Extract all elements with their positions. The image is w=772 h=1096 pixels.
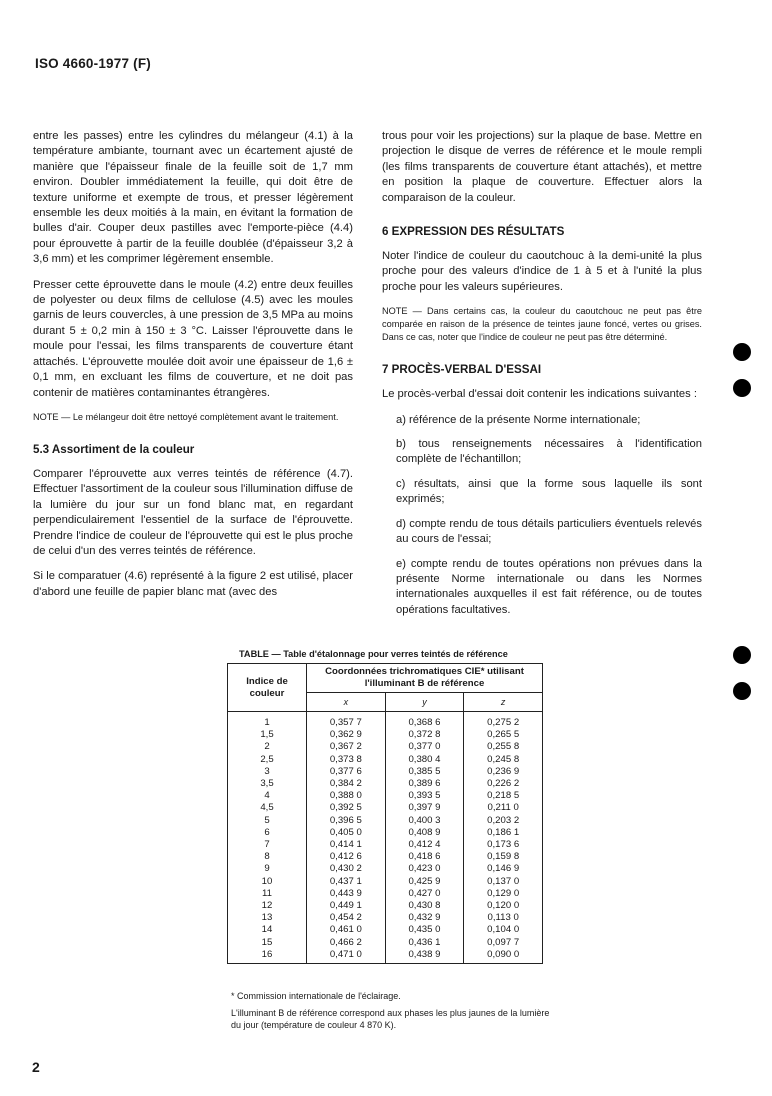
table-row [228, 827, 543, 839]
report-item: c) résultats, ainsi que la forme sous laquelle ils sont exprimés; [396, 477, 702, 506]
cell-coordinate: 0,097 7 [464, 937, 543, 949]
table-caption: TABLE — Table d'étalonnage pour verres teintés de référence [239, 649, 508, 659]
table-row [228, 712, 543, 730]
table-row [228, 949, 543, 964]
cell-coordinate: 0,438 9 [385, 949, 464, 964]
paragraph-comparator: Si le comparatuer (4.6) représenté à la figure 2 est utilisé, placer d'abord une feuille de papier blanc mat (avec des [33, 570, 353, 598]
cell-coordinate: 0,437 1 [307, 876, 386, 888]
cell-coordinate: 0,461 0 [307, 924, 386, 936]
cell-coordinate: 0,405 0 [307, 827, 386, 839]
page-number: 2 [32, 1059, 40, 1075]
cell-coordinate: 0,443 9 [307, 888, 386, 900]
cell-coordinate: 0,380 4 [385, 754, 464, 766]
table-row [228, 754, 543, 766]
report-item: e) compte rendu de toutes opérations non prévues dans la présente Norme internationale ou dans les Normes internationales auxquelles il est fait référence, ou de toutes opérations facultatives. [396, 557, 702, 616]
cell-index: 2 [228, 741, 307, 753]
cell-index: 3 [228, 766, 307, 778]
note-mixer: NOTE — Le mélangeur doit être nettoyé complètement avant le traitement. [33, 411, 339, 422]
cell-coordinate: 0,255 8 [464, 741, 543, 753]
right-column [382, 129, 702, 627]
cell-coordinate: 0,449 1 [307, 900, 386, 912]
punch-hole [733, 682, 751, 700]
cell-index: 16 [228, 949, 307, 964]
punch-hole [733, 379, 751, 397]
cell-coordinate: 0,432 9 [385, 912, 464, 924]
report-items-list [382, 413, 702, 618]
table-row [228, 802, 543, 814]
paragraph-color-match: Comparer l'éprouvette aux verres teintés de référence (4.7). Effectuer l'assortiment de la couleur sous l'illumination diffuse de la lumière du jour sur un fond blanc mat, en regardant perpendiculairement l'essentiel de la surface de l'éprouvette. Prendre l'indice de couleur de l'éprouvette qui est le plus proche de celui d'un des verres teintés de référence. [33, 467, 353, 557]
left-column [33, 129, 353, 610]
cell-coordinate: 0,203 2 [464, 815, 543, 827]
note-results: NOTE — Dans certains cas, la couleur du caoutchouc ne peut pas être comparée en raison de la présence de teintes jaune foncé, vertes ou grises. Dans ce cas, noter que l'indice de couleur ne peut pas être déterminé. [382, 306, 702, 343]
cell-coordinate: 0,245 8 [464, 754, 543, 766]
heading-7: 7 PROCÈS-VERBAL D'ESSAI [382, 363, 542, 377]
cell-coordinate: 0,226 2 [464, 778, 543, 790]
cell-coordinate: 0,275 2 [464, 712, 543, 730]
cell-coordinate: 0,384 2 [307, 778, 386, 790]
heading-5-3: 5.3 Assortiment de la couleur [33, 442, 195, 456]
paragraph-report-intro: Le procès-verbal d'essai doit contenir les indications suivantes : [382, 388, 697, 401]
document-header: ISO 4660-1977 (F) [35, 56, 151, 71]
cell-coordinate: 0,186 1 [464, 827, 543, 839]
report-item: b) tous renseignements nécessaires à l'identification complète de l'échantillon; [396, 438, 702, 466]
table-row [228, 900, 543, 912]
cell-coordinate: 0,389 6 [385, 778, 464, 790]
cell-coordinate: 0,418 6 [385, 851, 464, 863]
cell-index: 1,5 [228, 729, 307, 741]
table-row [228, 912, 543, 924]
cell-coordinate: 0,412 6 [307, 851, 386, 863]
table-row [228, 876, 543, 888]
header-cie-coordinates: Coordonnées trichromatiques CIE* utilisant l'illuminant B de référence [307, 664, 543, 693]
table-row [228, 839, 543, 851]
cell-index: 3,5 [228, 778, 307, 790]
cell-index: 8 [228, 851, 307, 863]
header-index: Indice de couleur [228, 664, 307, 712]
table-row [228, 766, 543, 778]
table-body [228, 712, 543, 964]
cell-coordinate: 0,393 5 [385, 790, 464, 802]
cell-coordinate: 0,090 0 [464, 949, 543, 964]
cell-coordinate: 0,362 9 [307, 729, 386, 741]
cell-coordinate: 0,385 5 [385, 766, 464, 778]
cell-index: 7 [228, 839, 307, 851]
cell-coordinate: 0,397 9 [385, 802, 464, 814]
header-y: y [385, 693, 464, 712]
cell-index: 13 [228, 912, 307, 924]
heading-6: 6 EXPRESSION DES RÉSULTATS [382, 225, 565, 239]
cell-coordinate: 0,113 0 [464, 912, 543, 924]
footnote-cie: * Commission internationale de l'éclairage. [231, 991, 401, 1001]
cell-coordinate: 0,159 8 [464, 851, 543, 863]
table-row [228, 924, 543, 936]
table-row [228, 815, 543, 827]
cell-coordinate: 0,414 1 [307, 839, 386, 851]
cell-index: 5 [228, 815, 307, 827]
table-row [228, 863, 543, 875]
cell-coordinate: 0,236 9 [464, 766, 543, 778]
cell-coordinate: 0,466 2 [307, 937, 386, 949]
cell-coordinate: 0,377 0 [385, 741, 464, 753]
cell-coordinate: 0,368 6 [385, 712, 464, 730]
report-item: d) compte rendu de tous détails particuliers éventuels relevés au cours de l'essai; [396, 517, 702, 546]
cell-coordinate: 0,388 0 [307, 790, 386, 802]
cell-coordinate: 0,423 0 [385, 863, 464, 875]
header-x: x [307, 693, 386, 712]
cell-coordinate: 0,400 3 [385, 815, 464, 827]
cell-coordinate: 0,218 5 [464, 790, 543, 802]
cell-coordinate: 0,435 0 [385, 924, 464, 936]
cell-index: 15 [228, 937, 307, 949]
cell-index: 9 [228, 863, 307, 875]
table-row [228, 729, 543, 741]
cell-coordinate: 0,430 2 [307, 863, 386, 875]
header-z: z [464, 693, 543, 712]
cell-coordinate: 0,120 0 [464, 900, 543, 912]
cell-index: 11 [228, 888, 307, 900]
cell-index: 2,5 [228, 754, 307, 766]
cell-coordinate: 0,396 5 [307, 815, 386, 827]
cell-coordinate: 0,373 8 [307, 754, 386, 766]
table-row [228, 778, 543, 790]
cell-coordinate: 0,471 0 [307, 949, 386, 964]
cell-index: 4 [228, 790, 307, 802]
table-row [228, 790, 543, 802]
report-item: a) référence de la présente Norme internationale; [396, 413, 641, 426]
table-row [228, 888, 543, 900]
paragraph-mixing: entre les passes) entre les cylindres du mélangeur (4.1) à la température ambiante, tournant avec un écartement ajusté de manière que l'épaisseur finale de la feuille soit de 1,7 mm environ. Doubler immédiatement la feuille, qui doit être de texture uniforme et exempte de trous, et presser légèrement ensemble les deux moitiés à la main, en évitant la formation de bulles d'air. Couper deux pastilles avec l'emporte-pièce (4.4) pour éprouvette à partir de la feuille doublée (d'épaisseur 3,2 à 3,6 mm) et les comprimer légèrement ensemble. [33, 130, 353, 266]
cell-coordinate: 0,425 9 [385, 876, 464, 888]
table-row [228, 741, 543, 753]
cell-index: 6 [228, 827, 307, 839]
calibration-table [227, 663, 543, 964]
punch-hole [733, 646, 751, 664]
cell-coordinate: 0,408 9 [385, 827, 464, 839]
table-row [228, 937, 543, 949]
cell-coordinate: 0,430 8 [385, 900, 464, 912]
cell-index: 12 [228, 900, 307, 912]
paragraph-projection: trous pour voir les projections) sur la plaque de base. Mettre en projection le disque de verres de référence et le moule rempli (les films transparents de couverture étant attachés), et mettre en position la plaque de couverture. Effectuer alors la comparaison de la couleur. [382, 130, 702, 204]
cell-index: 14 [228, 924, 307, 936]
punch-hole [733, 343, 751, 361]
cell-coordinate: 0,412 4 [385, 839, 464, 851]
cell-coordinate: 0,357 7 [307, 712, 386, 730]
cell-coordinate: 0,427 0 [385, 888, 464, 900]
footnote-illuminant: L'illuminant B de référence correspond aux phases les plus jaunes de la lumière du jour (température de couleur 4 870 K). [231, 1008, 550, 1030]
cell-coordinate: 0,137 0 [464, 876, 543, 888]
cell-index: 10 [228, 876, 307, 888]
cell-coordinate: 0,436 1 [385, 937, 464, 949]
cell-index: 1 [228, 712, 307, 730]
cell-coordinate: 0,372 8 [385, 729, 464, 741]
cell-coordinate: 0,377 6 [307, 766, 386, 778]
cell-coordinate: 0,265 5 [464, 729, 543, 741]
paragraph-results: Noter l'indice de couleur du caoutchouc à la demi-unité la plus proche pour des valeurs d'indice de 1 à 5 et à l'unité la plus proche pour les valeurs supérieures. [382, 250, 702, 293]
table-row [228, 851, 543, 863]
cell-coordinate: 0,129 0 [464, 888, 543, 900]
cell-index: 4,5 [228, 802, 307, 814]
cell-coordinate: 0,104 0 [464, 924, 543, 936]
cell-coordinate: 0,454 2 [307, 912, 386, 924]
cell-coordinate: 0,173 6 [464, 839, 543, 851]
cell-coordinate: 0,211 0 [464, 802, 543, 814]
paragraph-pressing: Presser cette éprouvette dans le moule (4.2) entre deux feuilles de polyester ou deux films de cellulose (4.5) avec les moules garnis de leurs couvercles, à une pression de 3,5 MPa au moins durant 5 ± 0,2 min à 150 ± 3 °C. Laisser l'éprouvette dans le moule pour l'essai, les films transparents de couverture étant attachés. L'éprouvette moulée doit avoir une épaisseur de 1,6 ± 0,1 mm, en excluant les films de couverture, et ne doit pas contenir de matières contaminantes étrangères. [33, 278, 353, 399]
cell-coordinate: 0,367 2 [307, 741, 386, 753]
cell-coordinate: 0,146 9 [464, 863, 543, 875]
cell-coordinate: 0,392 5 [307, 802, 386, 814]
